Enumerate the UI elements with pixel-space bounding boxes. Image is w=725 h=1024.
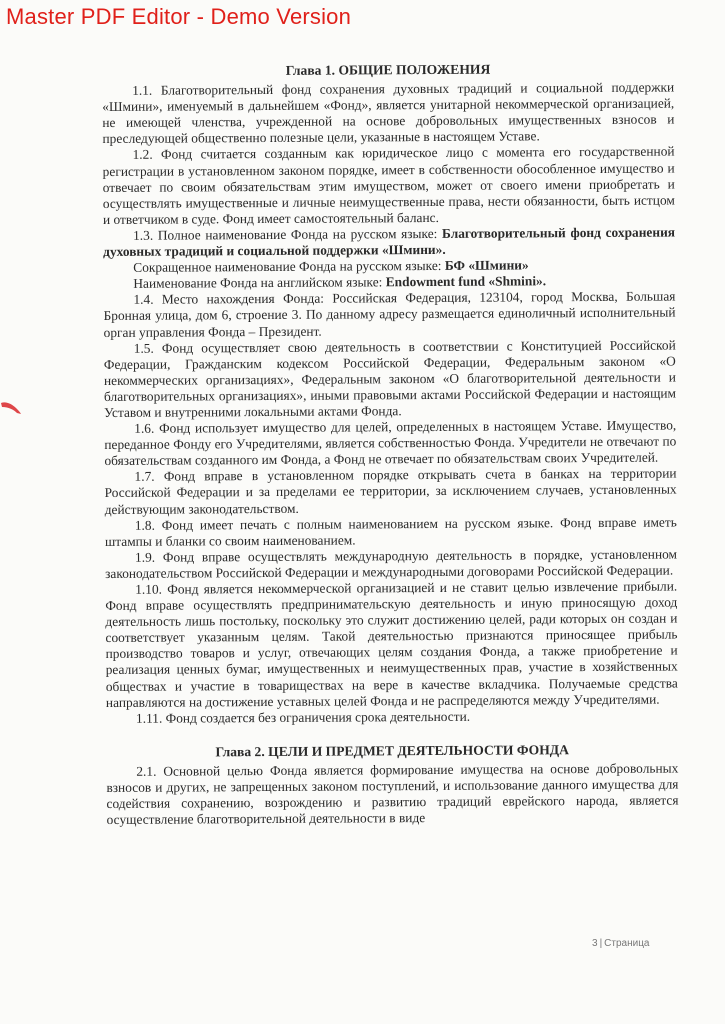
page-number: 3 [592,938,598,949]
english-name-lead: Наименование Фонда на английском языке: [133,274,386,292]
paragraph-1-3 [103,224,675,260]
paragraph-1-11: 1.11. Фонд создается без ограничения срока деятельности. [135,708,471,726]
short-name-lead: Сокращенное наименование Фонда на русском языке: [133,258,445,275]
footer-separator: | [599,938,603,949]
document-body [102,61,679,829]
paragraph-1-6: 1.6. Фонд использует имущество для целей, определенных в настоящем Уставе. Имущество, переданное Фонду его Учредителями, является собственностью Фонда. Учредители не отвечают по обязательствам созданного им Фонда, а Фонд не отвечает по обязательствам своих Учредителей. [104,417,677,469]
paragraph-1-1: 1.1. Благотворительный фонд сохранения духовных традиций и социальной поддержки «Шмини», именуемый в дальнейшем «Фонд», является унитарной некоммерческой организацией, не имеющей членства, учрежденной на основе добровольных имущественных взносов и преследующей общественно полезные цели, указанные в настоящем Уставе. [102,79,675,147]
paragraph-1-8: 1.8. Фонд имеет печать с полным наименованием на русском языке. Фонд вправе иметь штампы и бланки со своим наименованием. [104,514,677,549]
paragraph-1-7: 1.7. Фонд вправе в установленном порядке открывать счета в банках на территории Российской Федерации и за пределами ее территории, за исключением случаев, установленных действующим законодательством. [104,465,677,517]
paragraph-1-9: 1.9. Фонд вправе осуществлять международную деятельность в порядке, установленном законодательством Российской Федерации и международными договорами Российской Федерации. [105,546,678,581]
demo-watermark: Master PDF Editor - Demo Version [6,4,352,29]
fund-english-name: Endowment fund «Shmini». [385,273,547,290]
paragraph-1-4: 1.4. Место нахождения Фонда: Российская Федерация, 123104, город Москва, Большая Бронная улица, дом 6, строение 3. По данному адресу размещается единоличный исполнительный орган управления Фонда – Президент. [103,288,676,340]
red-ink-mark [0,399,22,415]
page-word: Страница [604,938,650,949]
paragraph-1-3-lead: 1.3. Полное наименование Фонда на русском языке: [133,225,443,243]
paragraph-1-5: 1.5. Фонд осуществляет свою деятельность в соответствии с Конституцией Российской Федерации, Гражданским кодексом Российской Федерации, Федеральным законом «О некоммерческих организациях», Федеральным законом «О благотворительной деятельности и благотворительных организациях», иными правовыми актами Российской Федерации и настоящим Уставом и внутренними локальными актами Фонда. [103,337,677,420]
paragraph-1-2: 1.2. Фонд считается созданным как юридическое лицо с момента его государственной регистрации в установленном законом порядке, имеет в собственности обособленное имущество и отвечает по своим обязательствам этим имуществом, может от своего имени приобретать и осуществлять имущественные и личные неимущественные права, нести обязанности, быть истцом и ответчиком в суде. Фонд имеет самостоятельный баланс. [102,143,675,227]
paragraph-1-10: 1.10. Фонд является некоммерческой организацией и не ставит целью извлечение прибыли. Фонд вправе осуществлять предпринимательскую деятельность и иную приносящую доход деятельность лишь постольку, поскольку это служит достижению целей, ради которых он создан и соответствует указанным целям. Такой деятельностью признаются приносящее прибыль производство товаров и услуг, отвечающих целям создания Фонда, а также приобретение и реализация ценных бумаг, имущественных и неимущественных прав, участие в хозяйственных обществах и участие в товариществах на вере в качестве вкладчика. Получаемые средства направляются на достижение уставных целей Фонда и не распределяются между Учредителями. [105,578,678,710]
page-footer [592,938,650,949]
paragraph-2-1: 2.1. Основной целью Фонда является формирование имущества на основе добровольных взносов и других, не запрещенных законом поступлений, и использование данного имущества для содействия сохранению, возрождению и развитию традиций еврейского народа, является осуществление благотворительной деятельности в виде [106,760,679,828]
fund-full-name: Благотворительный фонд сохранения духовных традиций и социальной поддержки «Шмини». [103,224,676,260]
fund-short-name: БФ «Шмини» [444,257,529,274]
chapter-2-title: Глава 2. ЦЕЛИ И ПРЕДМЕТ ДЕЯТЕЛЬНОСТИ ФОНДА [215,742,569,760]
chapter-1-title: Глава 1. ОБЩИЕ ПОЛОЖЕНИЯ [285,61,491,78]
